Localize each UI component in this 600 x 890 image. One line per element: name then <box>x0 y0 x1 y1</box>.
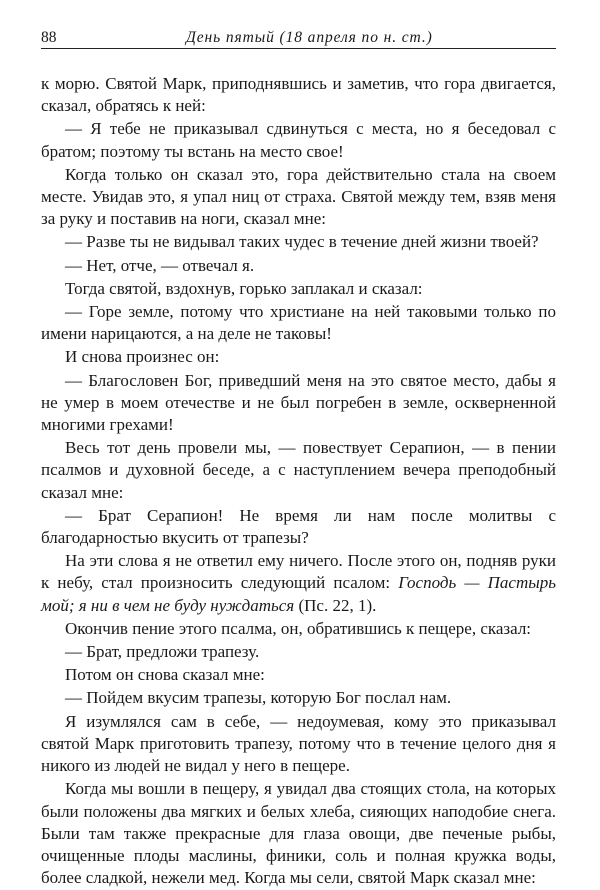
paragraph: И снова произнес он: <box>65 347 220 367</box>
paragraph: Когда мы вошли в пещеру, я увидал два стоящих стола, на которых были положены два мягких и белых хлеба, сияющих наподобие снега. Были там также прекрасные для глаза овощи, две печеные рыбы, очищенные плоды маслины, финики, соль и полная кружка воды, более сладкой, нежели мед. Когда мы сели, святой Марк сказал мне: <box>41 779 556 888</box>
psalm-paragraph <box>41 550 556 617</box>
paragraph: Окончив пение этого псалма, он, обратившись к пещере, сказал: <box>65 618 532 638</box>
paragraph: к морю. Святой Марк, приподнявшись и заметив, что гора двигается, сказал, обратясь к ней: <box>41 74 556 116</box>
running-title: День пятый (18 апреля по н. ст.) <box>186 29 433 46</box>
paragraph: — Благословен Бог, приведший меня на это святое место, дабы я не умер в моем отечестве и не был погребен в земле, оскверненной многими грехами! <box>41 370 556 435</box>
paragraph: Потом он снова сказал мне: <box>65 665 265 685</box>
paragraph: — Брат, предложи трапезу. <box>65 642 260 662</box>
paragraph: Тогда святой, вздохнув, горько заплакал и сказал: <box>65 278 423 298</box>
paragraph: Я изумлялся сам в себе, — недоумевая, кому это приказывал святой Марк приготовить трапезу, потому что в течение целого дня я никого из людей не видал у него в пещере. <box>41 711 556 776</box>
paragraph: — Я тебе не приказывал сдвинуться с места, но я беседовал с братом; поэтому ты встань на место свое! <box>41 119 556 161</box>
page-number: 88 <box>41 29 57 46</box>
paragraph: — Горе земле, потому что христиане на ней таковыми только по имени нарицаются, а на деле не таковы! <box>41 302 556 344</box>
paragraph: Весь тот день провели мы, — повествует Серапион, — в пении псалмов и духовной беседе, а с наступлением вечера преподобный сказал мне: <box>41 438 556 502</box>
psalm-reference: (Пс. 22, 1). <box>294 595 377 615</box>
body-text <box>41 73 556 890</box>
psalm-quote: Господь — Пастырь мой; я ни в чем не буду нуждаться <box>41 573 556 615</box>
page-header <box>41 26 556 49</box>
paragraph: — Нет, отче, — отвечал я. <box>65 255 255 275</box>
paragraph: — Разве ты не видывал таких чудес в течение дней жизни твоей? <box>65 232 539 252</box>
paragraph: — Брат Серапион! Не время ли нам после молитвы с благодарностью вкусить от трапезы? <box>41 505 556 548</box>
paragraph: — Пойдем вкусим трапезы, которую Бог послал нам. <box>65 688 452 708</box>
psalm-intro: На эти слова я не ответил ему ничего. После этого он, подняв руки к небу, стал произносить следующий псалом: <box>41 551 556 593</box>
paragraph: Когда только он сказал это, гора действительно стала на своем месте. Увидав это, я упал ниц от страха. Святой между тем, взяв меня за руку и поставив на ноги, сказал мне: <box>41 164 556 229</box>
